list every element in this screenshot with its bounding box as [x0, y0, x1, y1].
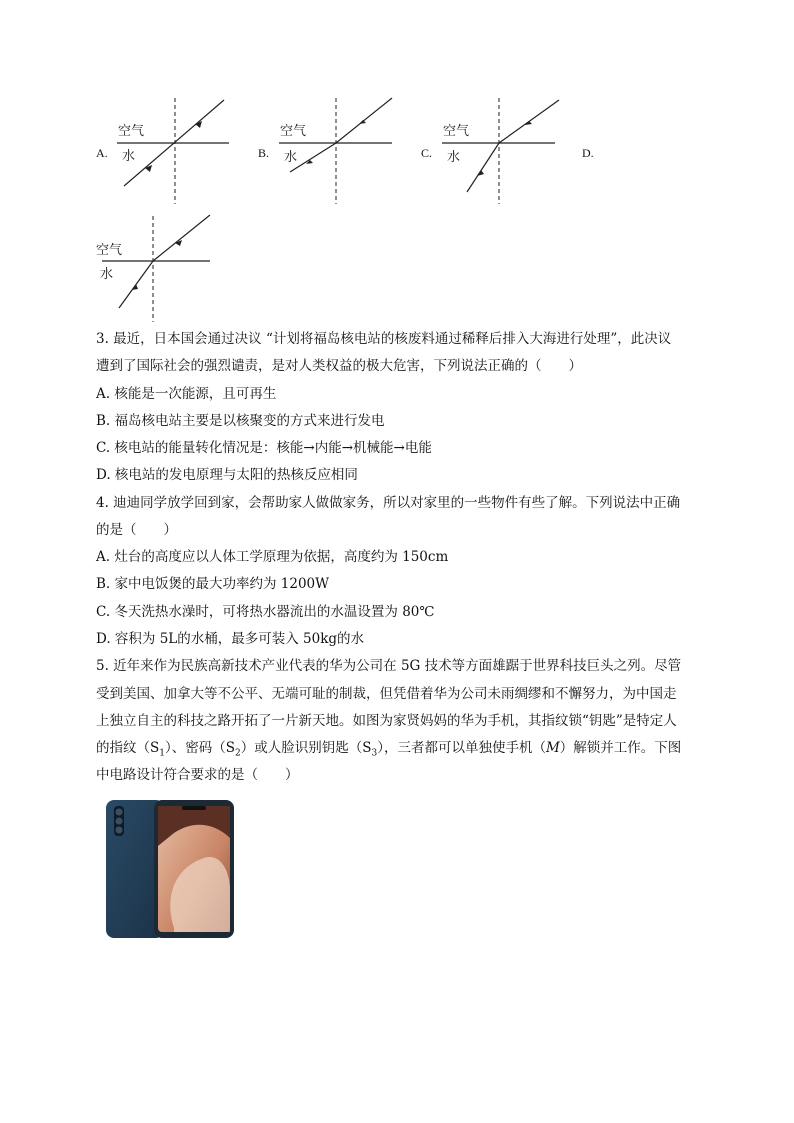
diagram-b [274, 96, 396, 206]
q3-stem-line-1: 3. 最近，日本国会通过决议 “计划将福岛核电站的核废料通过稀释后排入大海进行处理”，此决议 [96, 331, 672, 347]
water-label-b: 水 [284, 150, 298, 165]
q4-option-b: B. 家中电饭煲的最大功率约为 1200W [96, 576, 330, 592]
q4-option-d: D. 容积为 5L的水桶，最多可装入 50kg的水 [96, 631, 365, 647]
option-b-letter: B. [258, 146, 270, 160]
q5-stem-line-2: 受到美国、加拿大等不公平、无端可耻的制裁，但凭借着华为公司未雨绸缪和不懈努力，为中国走 [96, 686, 677, 702]
q5-stem-line-4: 的指纹$(S_1)$、密码$(S_2)$或人脸识别钥匙$(S_3)$，三者都可以单独使手机（M）解锁并工作。下图 [96, 740, 682, 759]
q3-option-c: C. 核电站的能量转化情况是：核能→内能→机械能→电能 [96, 440, 432, 456]
option-d-letter: D. [582, 146, 594, 160]
option-c-letter: C. [421, 146, 433, 160]
q4-option-c: C. 冬天洗热水澡时，可将热水器流出的水温设置为 80℃ [96, 604, 435, 620]
q3-option-b: B. 福岛核电站主要是以核聚变的方式来进行发电 [96, 413, 385, 429]
air-label-a: 空气 [118, 124, 145, 139]
q4-stem-line-2: 的是（ ） [96, 522, 177, 538]
q5-stem-line-3: 上独立自主的科技之路开拓了一片新天地。如图为家贤妈妈的华为手机，其指纹锁“钥匙”是特定人 [96, 713, 677, 729]
phone-image [104, 798, 236, 940]
q5-stem-line-5: 中电路设计符合要求的是（ ） [96, 767, 299, 783]
air-label-d: 空气 [96, 243, 123, 258]
diagram-d [92, 212, 214, 324]
diagram-a [112, 96, 232, 206]
option-a-letter: A. [96, 146, 108, 160]
q4-option-a: A. 灶台的高度应以人体工学原理为依据，高度约为 150cm [96, 549, 449, 565]
q5-stem-line-1: 5. 近年来作为民族高新技术产业代表的华为公司在 5G 技术等方面雄踞于世界科技巨头之列。尽管 [96, 658, 682, 674]
q4-stem-line-1: 4. 迪迪同学放学回到家，会帮助家人做做家务，所以对家里的一些物件有些了解。下列说法中正确 [96, 495, 681, 511]
q3-option-a: A. 核能是一次能源，且可再生 [96, 386, 277, 402]
water-label-a: 水 [122, 149, 136, 164]
water-label-d: 水 [100, 267, 114, 282]
air-label-c: 空气 [443, 124, 470, 139]
water-label-c: 水 [447, 150, 461, 165]
air-label-b: 空气 [280, 124, 307, 139]
q3-stem-line-2: 遭到了国际社会的强烈谴责，是对人类权益的极大危害，下列说法正确的（ ） [96, 358, 582, 374]
q3-option-d: D. 核电站的发电原理与太阳的热核反应相同 [96, 467, 358, 483]
diagram-c [437, 96, 561, 206]
